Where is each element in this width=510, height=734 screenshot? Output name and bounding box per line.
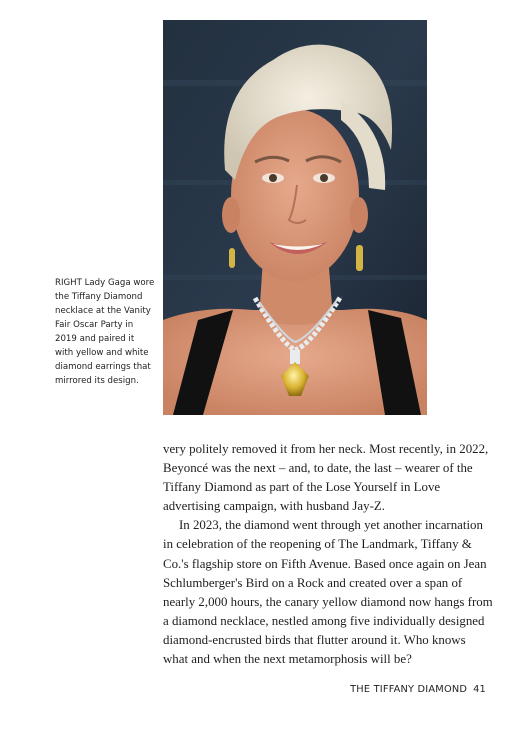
portrait-illustration [163,20,427,415]
running-title: THE TIFFANY DIAMOND [350,684,468,695]
body-paragraph-2: In 2023, the diamond went through yet another incarnation in celebration of the reopening of The Landmark, Tiffany & Co.'s flagship store on Fifth Avenue. Based once again on Jean Schlumberger's Bird on a Rock and created over a span of nearly 2,000 hours, the canary yellow diamond now hangs from a diamond necklace, nestled among five individually designed diamond-encrusted birds that flutter around it. Who knows what and when the next metamorphosis will be? [163,518,493,667]
caption-text: Lady Gaga wore the Tiffany Diamond necklace at the Vanity Fair Oscar Party in 2019 and paired it with yellow and white diamond earrings that mirrored its design. [55,278,155,386]
page-footer [350,684,486,695]
caption-label: RIGHT [55,278,82,288]
photo-caption [55,276,155,388]
page-number: 41 [473,684,486,695]
article-body [163,440,493,669]
portrait-photo [163,20,427,415]
body-paragraph-1: very politely removed it from her neck. Most recently, in 2022, Beyoncé was the next – and, to date, the last – wearer of the Tiffany Diamond as part of the Lose Yourself in Love advertising campaign, with husband Jay-Z. [163,442,489,514]
